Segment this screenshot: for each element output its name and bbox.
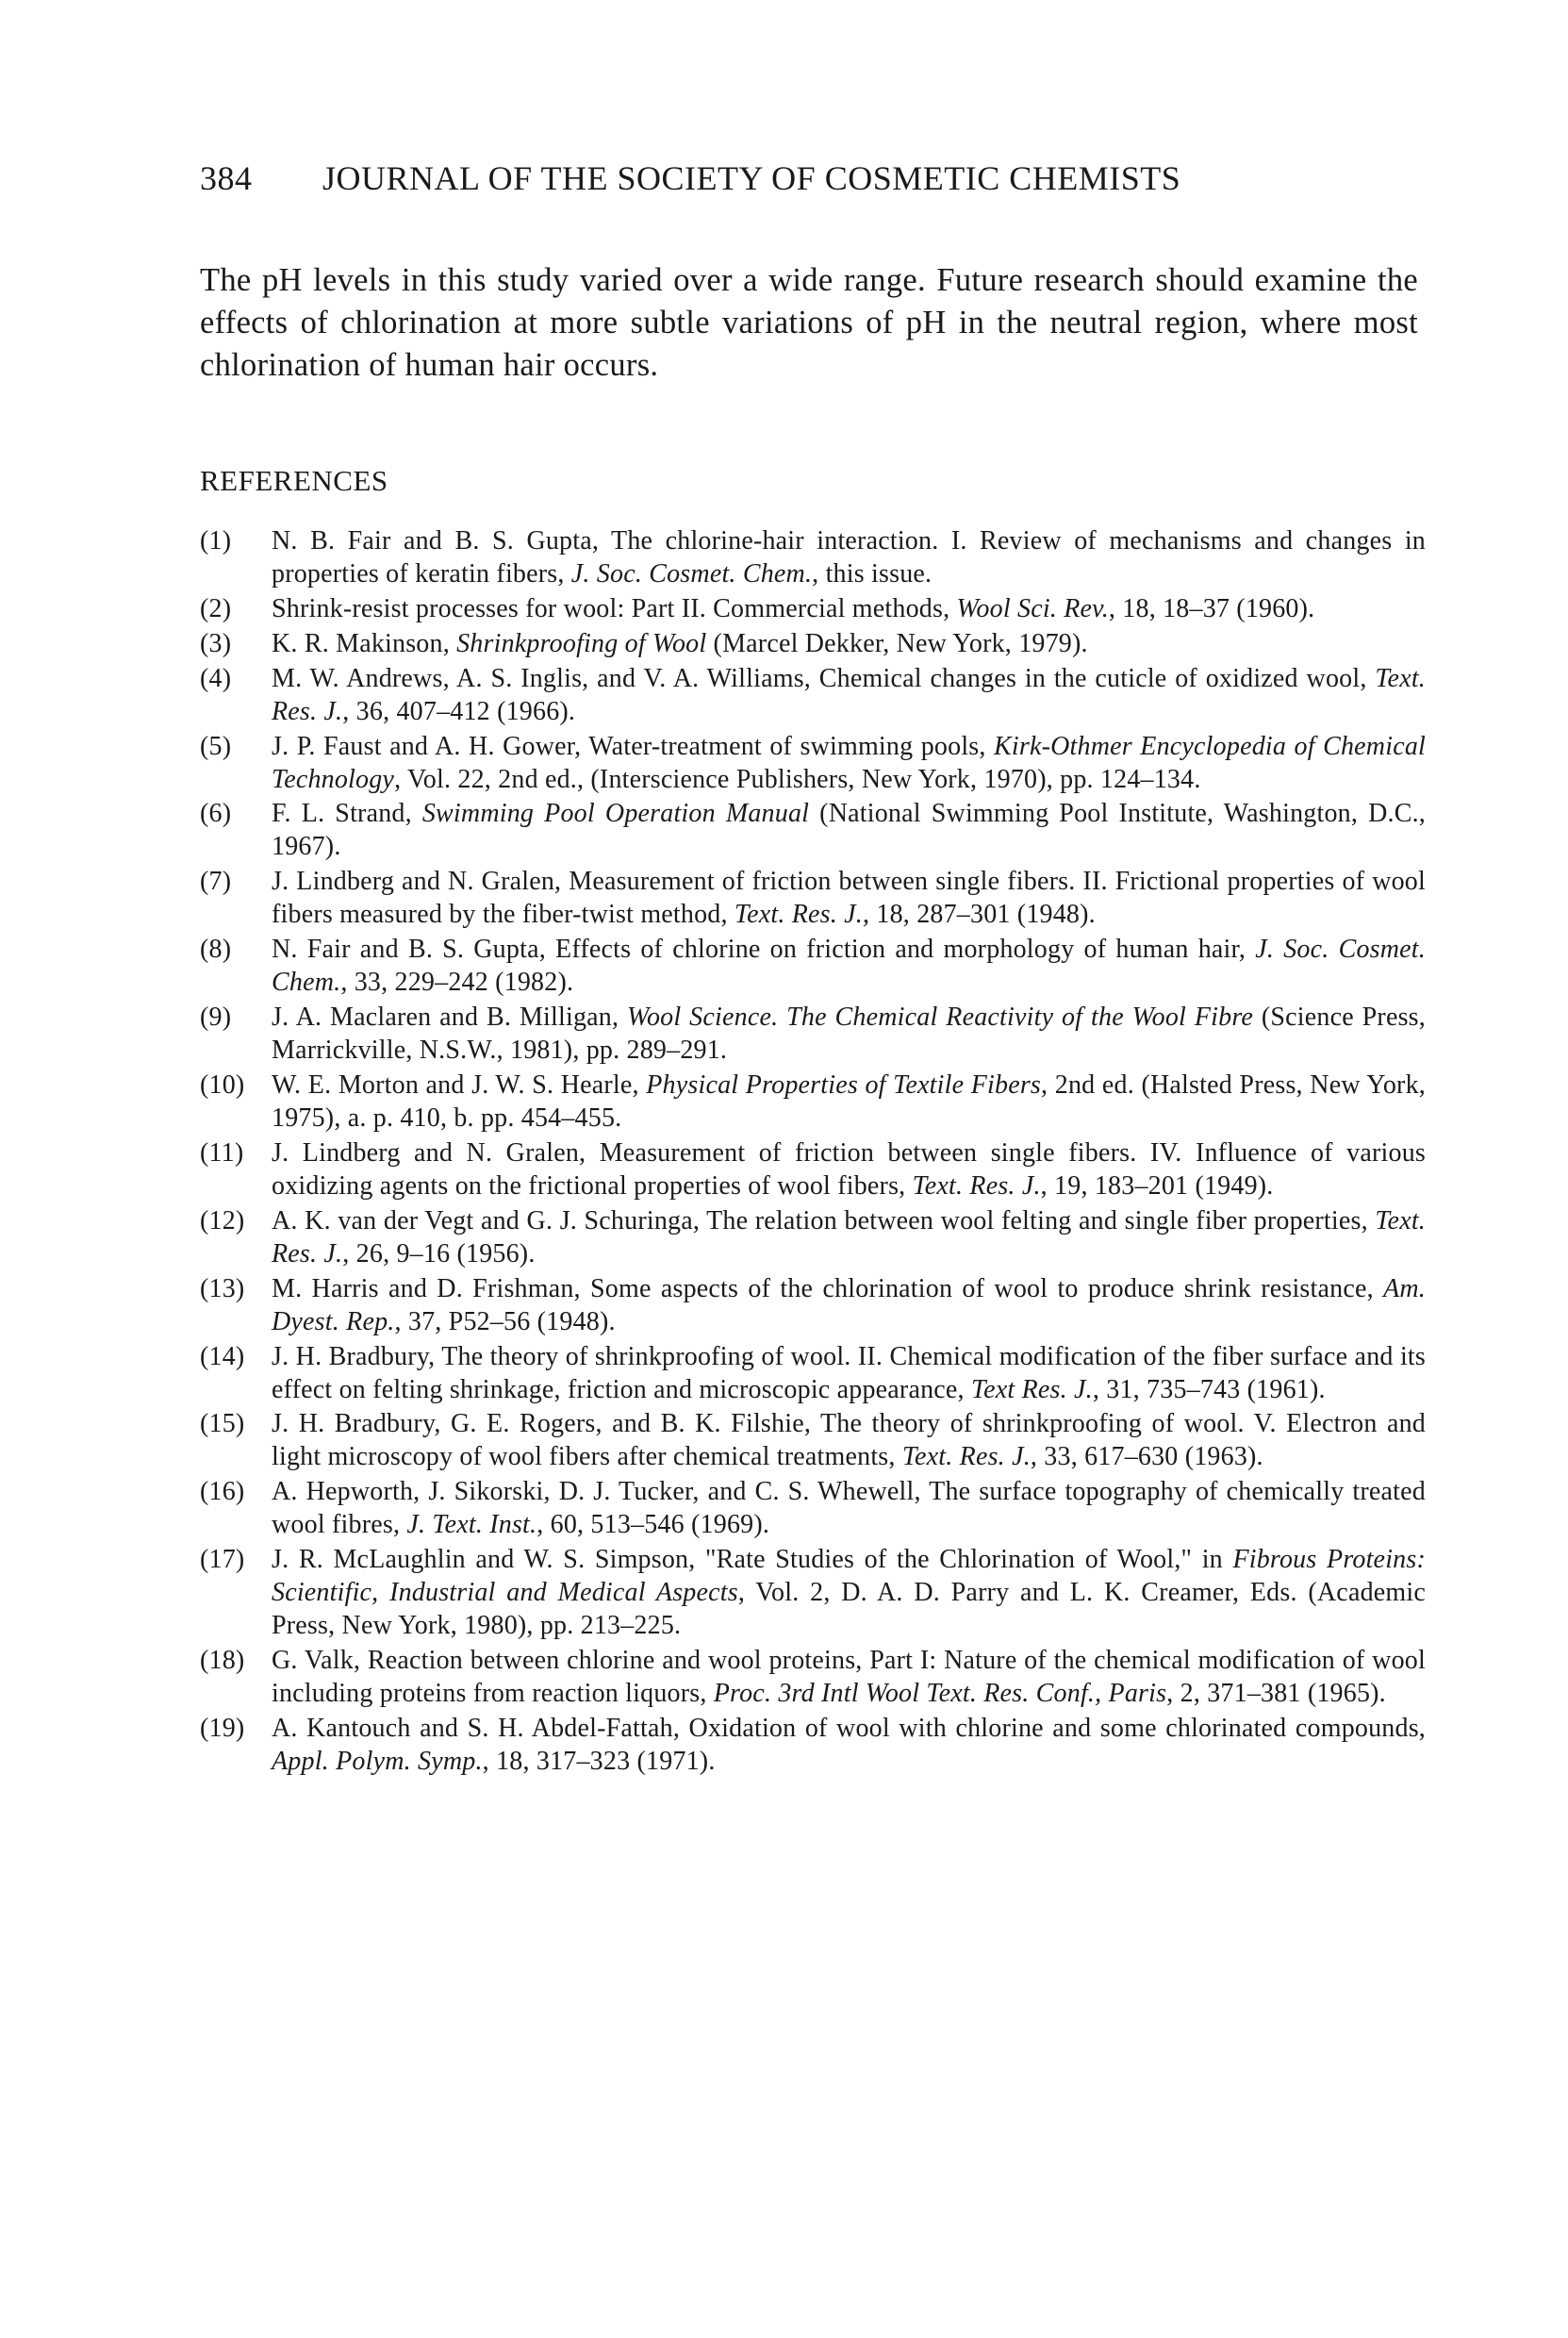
- reference-number: (18): [200, 1646, 245, 1676]
- reference-item: [200, 865, 1426, 931]
- reference-item: [200, 1407, 1426, 1473]
- reference-number: (17): [200, 1545, 245, 1575]
- reference-item: [200, 1712, 1426, 1778]
- reference-text: G. Valk, Reaction between chlorine and wool proteins, Part I: Nature of the chemical modification of wool including proteins from reaction liquors, Proc. 3rd Intl Wool Text. Res. Conf., Paris, 2, 371–381 (1965).: [272, 1646, 1426, 1709]
- reference-number: (12): [200, 1205, 245, 1235]
- reference-item: [200, 524, 1426, 590]
- reference-item: [200, 1543, 1426, 1642]
- reference-number: (15): [200, 1409, 245, 1439]
- reference-number: (10): [200, 1070, 245, 1101]
- reference-number: (3): [200, 628, 232, 658]
- reference-text: K. R. Makinson, Shrinkproofing of Wool (Marcel Dekker, New York, 1979).: [272, 628, 1088, 658]
- reference-text: J. R. McLaughlin and W. S. Simpson, "Rate Studies of the Chlorination of Wool," in Fibrous Proteins: Scientific, Industrial and Medical Aspects, Vol. 2, D. A. D. Parry and L. K. Creamer, Eds. (Academic Press, New York, 1980), pp. 213–225.: [272, 1545, 1426, 1641]
- running-head: [200, 158, 1416, 206]
- references-heading: REFERENCES: [200, 464, 388, 497]
- reference-text: J. H. Bradbury, The theory of shrinkproofing of wool. II. Chemical modification of the fiber surface and its effect on felting shrinkage, friction and microscopic appearance, Text Res. J., 31, 735–743 (1961).: [272, 1341, 1426, 1404]
- reference-text: J. P. Faust and A. H. Gower, Water-treatment of swimming pools, Kirk-Othmer Encyclopedia of Chemical Technology, Vol. 22, 2nd ed., (Interscience Publishers, New York, 1970), pp. 124–134.: [272, 731, 1427, 794]
- reference-number: (5): [200, 731, 232, 761]
- reference-text: J. H. Bradbury, G. E. Rogers, and B. K. Filshie, The theory of shrinkproofing of wool. V. Electron and light microscopy of wool fibers after chemical treatments, Text. Res. J., 33, 617–630 (1963).: [272, 1409, 1426, 1472]
- page-number: 384: [200, 159, 253, 197]
- reference-item: [200, 1475, 1426, 1541]
- reference-item: [200, 662, 1426, 728]
- reference-item: [200, 627, 1426, 660]
- reference-item: [200, 933, 1426, 999]
- reference-number: (4): [200, 663, 232, 693]
- reference-number: (19): [200, 1714, 245, 1744]
- reference-item: [200, 1069, 1426, 1135]
- reference-number: (13): [200, 1273, 245, 1303]
- reference-item: [200, 1204, 1426, 1270]
- reference-text: N. B. Fair and B. S. Gupta, The chlorine-hair interaction. I. Review of mechanisms and changes in properties of keratin fibers, J. Soc. Cosmet. Chem., this issue.: [272, 526, 1426, 589]
- reference-number: (16): [200, 1477, 245, 1507]
- reference-text: J. A. Maclaren and B. Milligan, Wool Science. The Chemical Reactivity of the Wool Fibre (Science Press, Marrickville, N.S.W., 1981), pp. 289–291.: [272, 1003, 1426, 1066]
- reference-text: M. W. Andrews, A. S. Inglis, and V. A. Williams, Chemical changes in the cuticle of oxidized wool, Text. Res. J., 36, 407–412 (1966).: [272, 663, 1426, 726]
- reference-number: (7): [200, 867, 232, 897]
- body-paragraph: The pH levels in this study varied over a wide range. Future research should examine the effects of chlorination at more subtle variations of pH in the neutral region, where most chlorination of human hair occurs.: [200, 262, 1418, 383]
- reference-item: [200, 1272, 1426, 1338]
- reference-text: Shrink-resist processes for wool: Part II. Commercial methods, Wool Sci. Rev., 18, 18–37 (1960).: [272, 593, 1315, 623]
- reference-text: W. E. Morton and J. W. S. Hearle, Physical Properties of Textile Fibers, 2nd ed. (Halsted Press, New York, 1975), a. p. 410, b. pp. 454–455.: [272, 1070, 1426, 1134]
- reference-item: [200, 1644, 1426, 1710]
- reference-number: (11): [200, 1137, 244, 1168]
- reference-number: (8): [200, 935, 232, 965]
- reference-number: (14): [200, 1341, 245, 1371]
- reference-text: A. Kantouch and S. H. Abdel-Fattah, Oxidation of wool with chlorine and some chlorinated compounds, Appl. Polym. Symp., 18, 317–323 (1971).: [272, 1714, 1426, 1777]
- reference-text: F. L. Strand, Swimming Pool Operation Manual (National Swimming Pool Institute, Washington, D.C., 1967).: [272, 799, 1426, 862]
- reference-text: M. Harris and D. Frishman, Some aspects of the chlorination of wool to produce shrink resistance, Am. Dyest. Rep., 37, P52–56 (1948).: [272, 1273, 1426, 1336]
- journal-title: JOURNAL OF THE SOCIETY OF COSMETIC CHEMISTS: [322, 159, 1181, 197]
- reference-text: N. Fair and B. S. Gupta, Effects of chlorine on friction and morphology of human hair, J. Soc. Cosmet. Chem., 33, 229–242 (1982).: [272, 935, 1426, 998]
- reference-item: [200, 797, 1426, 863]
- reference-item: [200, 730, 1426, 796]
- reference-text: J. Lindberg and N. Gralen, Measurement of friction between single fibers. II. Frictional properties of wool fibers measured by the fiber-twist method, Text. Res. J., 18, 287–301 (1948).: [272, 867, 1426, 930]
- reference-number: (1): [200, 526, 232, 555]
- reference-item: [200, 1136, 1426, 1202]
- reference-number: (6): [200, 799, 232, 829]
- reference-text: A. K. van der Vegt and G. J. Schuringa, The relation between wool felting and single fiber properties, Text. Res. J., 26, 9–16 (1956).: [272, 1205, 1426, 1268]
- reference-list: [200, 524, 1426, 1780]
- reference-item: [200, 592, 1426, 625]
- reference-text: J. Lindberg and N. Gralen, Measurement of friction between single fibers. IV. Influence of various oxidizing agents on the frictional properties of wool fibers, Text. Res. J., 19, 183–201 (1949).: [272, 1137, 1426, 1201]
- reference-number: (9): [200, 1003, 232, 1033]
- reference-text: A. Hepworth, J. Sikorski, D. J. Tucker, and C. S. Whewell, The surface topography of chemically treated wool fibres, J. Text. Inst., 60, 513–546 (1969).: [272, 1477, 1426, 1540]
- reference-number: (2): [200, 593, 232, 623]
- reference-item: [200, 1001, 1426, 1067]
- reference-item: [200, 1340, 1426, 1406]
